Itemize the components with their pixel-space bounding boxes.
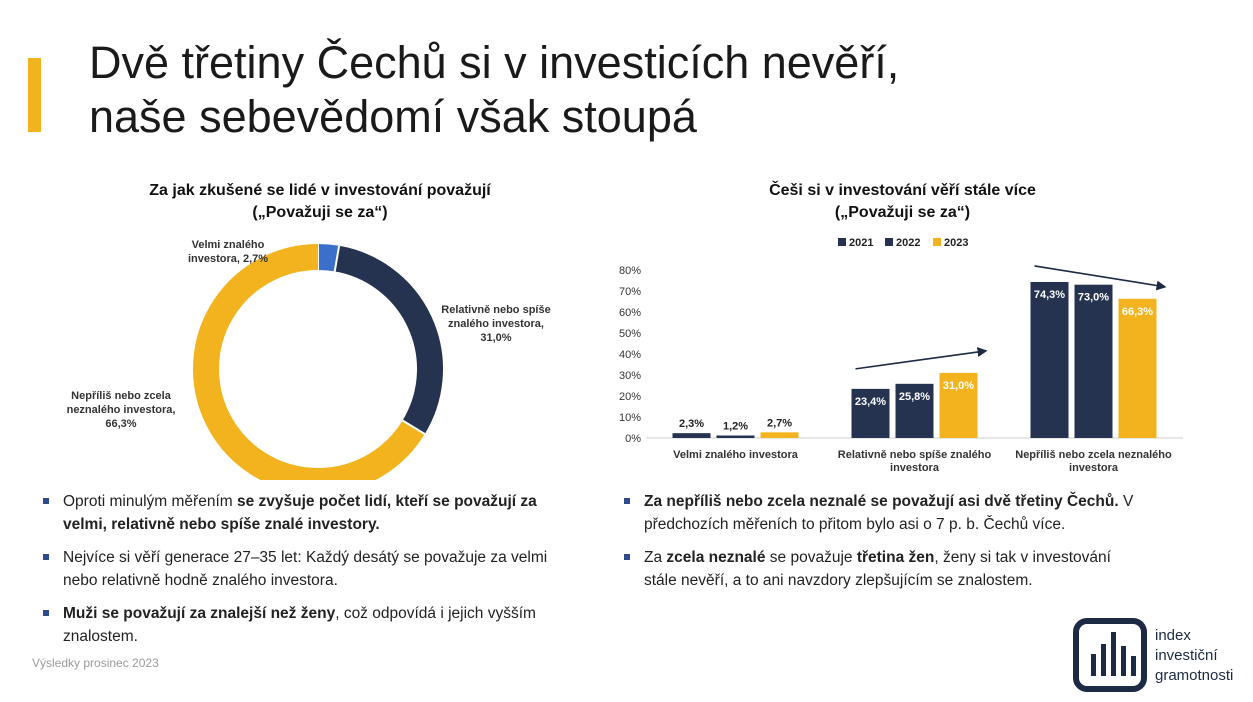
y-tick-label: 60%: [618, 307, 641, 319]
x-category-label-1: Velmi znalého investora: [673, 449, 798, 461]
bar-value-label: 2,7%: [766, 417, 793, 430]
page-title-line1: Dvě třetiny Čechů si v investicích nevěří,: [89, 37, 900, 88]
bar-value-label: 66,3%: [1121, 305, 1154, 318]
trend-arrow-2: [856, 351, 986, 369]
y-tick-label: 0%: [625, 433, 641, 445]
y-tick-label: 10%: [618, 412, 641, 424]
x-category-label-2: Relativně nebo spíše znalého investora: [837, 449, 992, 474]
bar-2022-cat-1: [717, 435, 755, 438]
logo-line-2: investiční: [1155, 647, 1218, 664]
donut-label-2: Relativně nebo spíše znalého investora, 31,0%: [441, 304, 551, 344]
y-tick-label: 50%: [618, 328, 641, 340]
right-bullet-2: [624, 546, 1144, 592]
brand-logo: [1073, 618, 1248, 692]
donut-label-3: Nepříliš nebo zcela neznalého investora, 66,3%: [66, 390, 176, 430]
legend-swatch-2022: [885, 238, 893, 246]
bar-2022-cat-3: [1075, 285, 1113, 438]
bullet-text-part: Za nepříliš nebo zcela neznalé se považují asi dvě třetiny Čechů.: [644, 493, 1119, 510]
y-tick-label: 20%: [618, 391, 641, 403]
legend-label-2023: 2023: [944, 237, 969, 249]
logo-line-3: gramotnosti: [1155, 667, 1234, 684]
x-category-label-3: Nepříliš nebo zcela neznalého investora: [1015, 449, 1172, 474]
left-bullet-list: [43, 490, 563, 658]
bar-2021-cat-3: [1031, 282, 1069, 438]
bar-value-label: 31,0%: [942, 379, 975, 392]
bar-value-label: 2,3%: [678, 418, 705, 431]
legend-swatch-2021: [838, 238, 846, 246]
y-tick-label: 80%: [618, 265, 641, 277]
bar-value-label: 1,2%: [722, 420, 749, 433]
donut-subtitle-text: („Považuji se za“): [252, 204, 388, 221]
bar-2023-cat-3: [1119, 299, 1157, 438]
bar-value-label: 73,0%: [1077, 291, 1110, 304]
bullet-text-part: se zvyšuje počet lidí, kteří se považují za velmi, relativně nebo spíše znalé investory.: [63, 493, 537, 533]
bullet-text-part: Nejvíce si věří generace 27–35 let: Každý desátý se považuje za velmi nebo relativně hodně znalého investora.: [63, 549, 548, 589]
legend-label-2022: 2022: [896, 237, 921, 249]
legend-label-2021: 2021: [849, 237, 874, 249]
bullet-square-icon: [43, 610, 49, 616]
bar-value-label: 23,4%: [854, 395, 887, 408]
bullet-text-part: V předchozích měřeních to přitom bylo asi o 7 p. b. Čechů více.: [644, 493, 1134, 533]
right-bullet-list: [624, 490, 1144, 602]
bullet-text-part: , ženy si tak v investování stále nevěří, a to ani navzdory zlepšujícím se znalostem.: [644, 549, 1111, 589]
y-tick-label: 70%: [618, 286, 641, 298]
bar-2021-cat-1: [673, 433, 711, 438]
footer-note: Výsledky prosinec 2023: [32, 656, 159, 670]
y-tick-label: 40%: [618, 349, 641, 361]
left-bullet-2: [43, 546, 563, 592]
bullet-square-icon: [43, 554, 49, 560]
right-bullet-1: [624, 490, 1144, 536]
logo-bars-icon: [1073, 618, 1147, 692]
bullet-text-part: třetina žen: [856, 549, 935, 566]
page-title-line2: naše sebevědomí však stoupá: [89, 91, 697, 142]
bar-2023-cat-1: [761, 432, 799, 438]
bullet-text-part: se považuje: [765, 549, 857, 566]
bullet-square-icon: [624, 554, 630, 560]
left-bullet-1: [43, 490, 563, 536]
y-tick-label: 30%: [618, 370, 641, 382]
bullet-text-part: , což odpovídá i jejich vyšším znalostem.: [63, 605, 536, 645]
bullet-text-part: zcela neznalé: [666, 549, 766, 566]
bullet-text-part: Muži se považují za znalejší než ženy: [63, 605, 336, 622]
bullet-text-part: Oproti minulým měřením: [63, 493, 237, 510]
bullet-square-icon: [624, 498, 630, 504]
bar-value-label: 25,8%: [898, 390, 931, 403]
left-bullet-3: [43, 602, 563, 648]
bar-title-text: Češi si v investování věří stále více: [769, 182, 1036, 199]
logo-text: [1155, 626, 1233, 686]
bullet-square-icon: [43, 498, 49, 504]
bar-subtitle-text: („Považuji se za“): [834, 204, 971, 221]
logo-line-1: index: [1155, 627, 1191, 644]
legend-swatch-2023: [933, 238, 941, 246]
donut-title-text: Za jak zkušené se lidé v investování považují: [149, 182, 491, 199]
bullet-text-part: Za: [644, 549, 667, 566]
donut-label-1: Velmi znalého investora, 2,7%: [187, 239, 269, 265]
bar-value-label: 74,3%: [1033, 288, 1066, 301]
